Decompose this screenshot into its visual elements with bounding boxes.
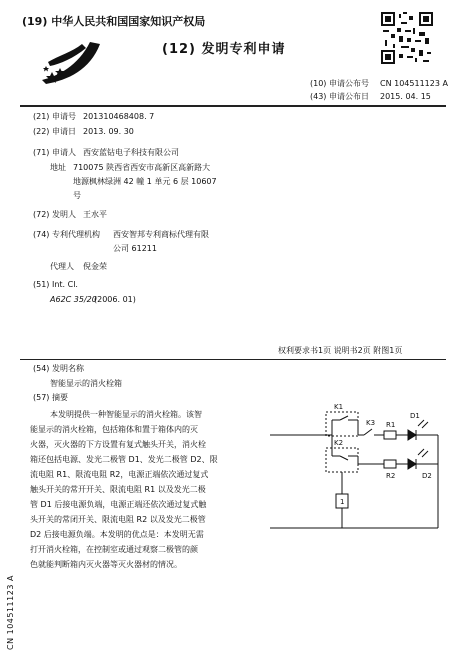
abstract-line: 流电阻 R1、限流电阻 R2，电源正端依次通过复式	[30, 470, 209, 479]
invention-name: 智能显示的消火栓箱	[50, 379, 122, 388]
abstract-line: 头开关的常闭开关、限流电阻 R2 以及发光二极管	[30, 515, 206, 524]
agent-label: 代理人	[50, 262, 74, 271]
cnipa-logo-icon	[38, 36, 108, 86]
k1-label: K1	[334, 403, 344, 411]
applicant: 西安蓝钻电子科技有限公司	[83, 148, 179, 157]
address-line-2: 地源枫林绿洲 42 幢 1 单元 6 层 10607	[73, 177, 217, 186]
box-label: 1	[340, 498, 345, 506]
k3-switch	[364, 429, 372, 435]
agency-label: (74) 专利代理机构	[33, 230, 100, 239]
invention-name-label: (54) 发明名称	[33, 364, 84, 373]
k2-label: K2	[334, 439, 344, 447]
int-cl-label: (51) Int. Cl.	[33, 280, 78, 289]
agent: 倪金荣	[83, 262, 107, 271]
publication-date: 2015. 04. 15	[380, 92, 431, 101]
agency-line-2: 公司 61211	[113, 244, 157, 253]
r2-label: R2	[386, 472, 396, 480]
r2-resistor	[384, 460, 396, 468]
applicant-label: (71) 申请人	[33, 148, 76, 157]
k1-switch-box	[326, 412, 358, 436]
abstract-line: 打开消火栓箱，在控制室或通过观察二极管的颜	[30, 545, 198, 554]
address-line-3: 号	[73, 191, 81, 200]
d1-diode	[408, 430, 416, 440]
office-name: (19) 中华人民共和国国家知识产权局	[22, 15, 206, 28]
application-number-label: (21) 申请号	[33, 112, 76, 121]
qr-code-icon	[381, 12, 433, 64]
abstract-line: 触头开关的常开开关、限流电阻 R1 以及发光二极	[30, 485, 206, 494]
application-number: 201310468408. 7	[83, 112, 155, 121]
abstract-line: 箱还包括电源、发光二极管 D1、发光二极管 D2、限	[30, 455, 218, 464]
abstract-line: 能显示的消火栓箱，包括箱体和置于箱体内的灭	[30, 425, 198, 434]
k2-switch-box	[326, 448, 358, 472]
application-date: 2013. 09. 30	[83, 127, 134, 136]
d2-diode	[408, 459, 416, 469]
abstract-line: D2 后接电源负端。本发明的优点是：本发明无需	[30, 530, 204, 539]
k3-label: K3	[366, 419, 376, 427]
address-label: 地址	[50, 163, 66, 172]
publication-date-label: (43) 申请公布日	[310, 92, 369, 101]
abstract-line: 火器，灭火器的下方设置有复式触头开关，消火栓	[30, 440, 206, 449]
r1-label: R1	[386, 421, 396, 429]
application-date-label: (22) 申请日	[33, 127, 76, 136]
circuit-diagram	[268, 398, 452, 566]
publication-number-label: (10) 申请公布号	[310, 79, 369, 88]
abstract-line: 本发明提供一种智能显示的消火栓箱。该智	[50, 410, 202, 419]
inventor: 王水平	[83, 210, 107, 219]
address-line-1: 710075 陕西省西安市高新区高新路大	[73, 163, 211, 172]
d1-label: D1	[410, 412, 420, 420]
d2-label: D2	[422, 472, 432, 480]
int-cl-code: A62C 35/20	[50, 295, 97, 304]
header-divider	[20, 105, 446, 107]
r1-resistor	[384, 431, 396, 439]
inventor-label: (72) 发明人	[33, 210, 76, 219]
abstract-label: (57) 摘要	[33, 393, 68, 402]
abstract-line: 色就能判断箱内灭火器等灭火器材的情况。	[30, 560, 182, 569]
int-cl-year: (2006. 01)	[94, 295, 136, 304]
side-publication-number: CN 104511123 A	[6, 575, 15, 650]
agency-line-1: 西安智邦专利商标代理有限	[113, 230, 209, 239]
abstract-line: 管 D1 后接电源负端，电源正端还依次通过复式触	[30, 500, 207, 509]
document-type: (12) 发明专利申请	[162, 42, 286, 57]
counts-divider	[20, 359, 446, 360]
page-counts: 权利要求书1页 说明书2页 附图1页	[278, 346, 403, 355]
publication-number: CN 104511123 A	[380, 79, 448, 88]
